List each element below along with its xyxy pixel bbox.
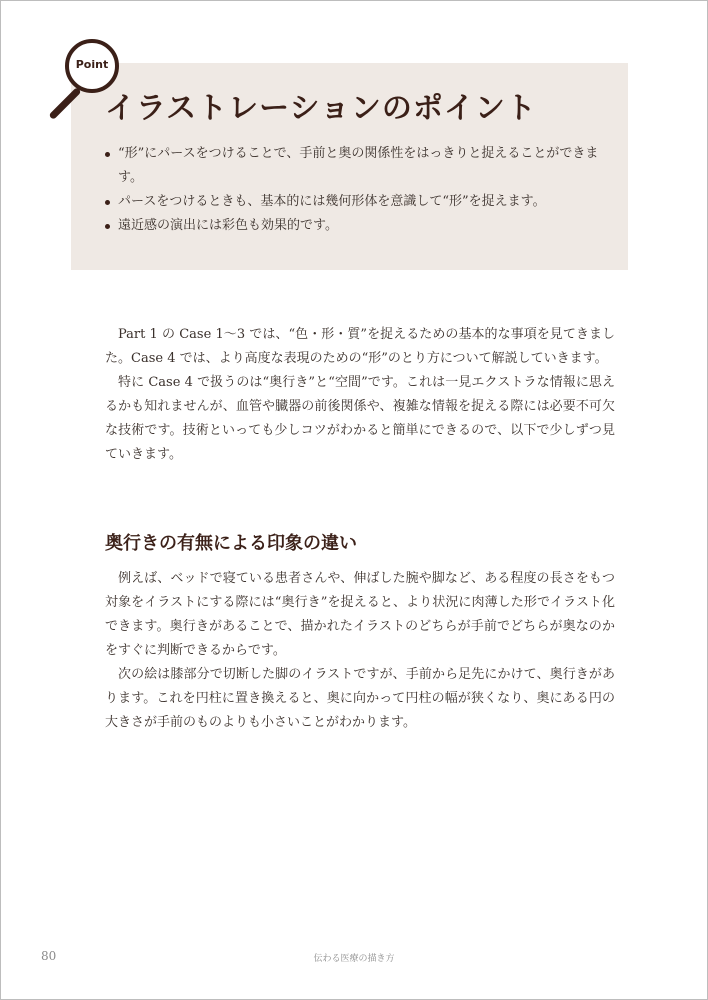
intro-text	[105, 323, 615, 467]
running-footer-title: 伝わる医療の描き方	[313, 954, 395, 964]
point-bullet	[105, 142, 615, 190]
section-text	[105, 567, 615, 735]
point-bullet-text: 遠近感の演出には彩色も効果的です。	[118, 218, 338, 233]
page-number: 80	[41, 949, 57, 963]
point-bullet-text: “形”にパースをつけることで、手前と奥の関係性をはっきりと捉えることができます。	[118, 146, 599, 185]
magnifier-icon	[65, 39, 119, 93]
point-bullet-text: パースをつけるときも、基本的には幾何形体を意識して“形”を捉えます。	[118, 194, 546, 209]
bullet-dot-icon	[105, 200, 110, 205]
intro-paragraph: 特に Case 4 で扱うのは“奥行き”と“空間”です。これは一見エクストラな情報に思えるかも知れませんが、血管や臓器の前後関係や、複雑な情報を捉える際には必要不可欠な技術です。技術といっても少しコツがわかると簡単にできるので、以下で少しずつ見ていきます。	[105, 375, 615, 462]
point-bullet	[105, 214, 615, 238]
section-paragraph: 次の絵は膝部分で切断した脚のイラストですが、手前から足先にかけて、奥行きがあります。これを円柱に置き換えると、奥に向かって円柱の幅が狭くなり、奥にある円の大きさが手前のものよりも小さいことがわかります。	[105, 667, 615, 730]
intro-paragraph: Part 1 の Case 1〜3 では、“色・形・質”を捉えるための基本的な事項を見てきました。Case 4 では、より高度な表現のための“形”のとり方について解説していきます。	[105, 327, 615, 366]
section-paragraph: 例えば、ベッドで寝ている患者さんや、伸ばした腕や脚など、ある程度の長さをもつ対象をイラストにする際には“奥行き”を捉えると、より状況に肉薄した形でイラスト化できます。奥行きがあることで、描かれたイラストのどちらが手前でどちらが奥なのかをすぐに判断できるからです。	[105, 571, 615, 658]
point-bullet-list	[105, 142, 615, 238]
point-badge-label: Point	[75, 58, 109, 71]
bullet-dot-icon	[105, 224, 110, 229]
point-bullet	[105, 190, 615, 214]
bullet-dot-icon	[105, 152, 110, 157]
point-title: イラストレーションのポイント	[105, 91, 537, 126]
section-heading: 奥行きの有無による印象の違い	[105, 533, 357, 554]
